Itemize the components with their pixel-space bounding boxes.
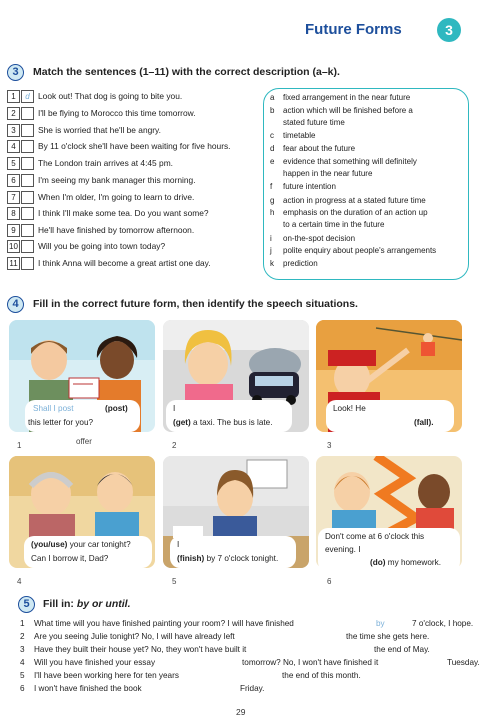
sentence-text: I'll be flying to Morocco this time tomorrow. bbox=[38, 108, 196, 118]
page-number: 29 bbox=[236, 707, 246, 717]
picture-3-line1: Look! He bbox=[333, 404, 366, 413]
row-answer[interactable]: by bbox=[376, 619, 385, 628]
description-letter: b bbox=[270, 106, 275, 115]
description-text: action which will be finished before a bbox=[283, 106, 413, 115]
sentence-number: 4 bbox=[7, 140, 20, 153]
row-number: 3 bbox=[20, 645, 25, 654]
sentence-text: By 11 o'clock she'll have been waiting for five hours. bbox=[38, 141, 231, 151]
picture-5-line2: by 7 o'clock tonight. bbox=[206, 554, 279, 563]
row-text-b: 7 o'clock, I hope. bbox=[412, 619, 474, 628]
fill-in-row bbox=[20, 644, 490, 655]
picture-5-line1: I bbox=[177, 540, 180, 549]
match-sentence-row bbox=[7, 191, 267, 206]
picture-5-label: 5 bbox=[172, 577, 177, 586]
row-text-b: the end of this month. bbox=[282, 671, 361, 680]
sentence-number: 7 bbox=[7, 191, 20, 204]
exercise-4-number: 4 bbox=[7, 296, 24, 313]
description-text: on-the-spot decision bbox=[283, 234, 356, 243]
exercise-5-instruction-words: by or until. bbox=[76, 598, 131, 610]
sentence-number: 6 bbox=[7, 174, 20, 187]
sentence-text: When I'm older, I'm going to learn to drive. bbox=[38, 192, 195, 202]
fill-in-row bbox=[20, 618, 490, 629]
picture-2-line1: I bbox=[173, 404, 176, 413]
answer-box[interactable] bbox=[21, 107, 34, 120]
picture-1-line2: this letter for you? bbox=[28, 418, 94, 427]
picture-6-line3: my homework. bbox=[387, 558, 441, 567]
description-text: emphasis on the duration of an action up bbox=[283, 208, 428, 217]
answer-box[interactable]: d bbox=[21, 90, 34, 103]
answer-box[interactable] bbox=[21, 207, 34, 220]
exercise-5-instruction-prefix: Fill in: bbox=[43, 598, 77, 610]
row-text-a: What time will you have finished painting your room? I will have finished bbox=[34, 619, 294, 628]
answer-box[interactable] bbox=[21, 224, 34, 237]
sentence-text: I'm seeing my bank manager this morning. bbox=[38, 175, 196, 185]
exercise-4-instruction: Fill in the correct future form, then identify the speech situations. bbox=[33, 298, 358, 310]
match-sentence-row bbox=[7, 140, 267, 155]
description-text: fear about the future bbox=[283, 144, 356, 153]
picture-4-line2: Can I borrow it, Dad? bbox=[31, 554, 109, 563]
match-sentence-row bbox=[7, 224, 267, 239]
match-sentence-row bbox=[7, 174, 267, 189]
picture-2-label: 2 bbox=[172, 441, 177, 450]
match-sentence-row bbox=[7, 90, 267, 105]
picture-3-verb: (fall). bbox=[414, 418, 434, 427]
row-text-c: Tuesday. bbox=[447, 658, 480, 667]
fill-in-row bbox=[20, 670, 490, 681]
row-text-a: Will you have finished your essay bbox=[34, 658, 156, 667]
fill-in-row bbox=[20, 631, 490, 642]
speech-bubble-2 bbox=[166, 400, 292, 432]
description-letter: c bbox=[270, 131, 274, 140]
sentence-number: 2 bbox=[7, 107, 20, 120]
description-text: happen in the near future bbox=[283, 169, 373, 178]
row-text-a: Have they built their house yet? No, they won't have built it bbox=[34, 645, 247, 654]
speech-bubble-5 bbox=[170, 536, 296, 568]
answer-box[interactable] bbox=[21, 157, 34, 170]
sentence-text: I think I'll make some tea. Do you want some? bbox=[38, 208, 209, 218]
sentence-number: 8 bbox=[7, 207, 20, 220]
row-text-b: Friday. bbox=[240, 684, 265, 693]
description-text: polite enquiry about people's arrangements bbox=[283, 246, 437, 255]
description-text: future intention bbox=[283, 182, 336, 191]
description-letter: k bbox=[270, 259, 274, 268]
row-text-a: Are you seeing Julie tonight? No, I will have already left bbox=[34, 632, 235, 641]
picture-2-verb: (get) bbox=[173, 418, 191, 427]
description-text: action in progress at a stated future time bbox=[283, 196, 426, 205]
description-letter: i bbox=[270, 234, 272, 243]
speech-bubble-6 bbox=[318, 528, 460, 572]
row-text-b: the end of May. bbox=[374, 645, 430, 654]
description-text: fixed arrangement in the near future bbox=[283, 93, 411, 102]
speech-bubble-4 bbox=[24, 536, 152, 568]
picture-6-label: 6 bbox=[327, 577, 332, 586]
description-letter: e bbox=[270, 157, 275, 166]
answer-box[interactable] bbox=[21, 140, 34, 153]
sentence-number: 10 bbox=[7, 240, 20, 253]
description-letter: a bbox=[270, 93, 275, 102]
exercise-5-number: 5 bbox=[18, 596, 35, 613]
unit-badge: 3 bbox=[437, 18, 461, 42]
exercise-5-instruction bbox=[43, 598, 131, 610]
match-sentence-row bbox=[7, 257, 267, 272]
speech-bubble-1 bbox=[25, 400, 140, 432]
picture-1-answer: Shall I post bbox=[33, 404, 74, 413]
sentence-text: The London train arrives at 4:45 pm. bbox=[38, 158, 174, 168]
sentence-text: Look out! That dog is going to bite you. bbox=[38, 91, 183, 101]
answer-box[interactable] bbox=[21, 191, 34, 204]
match-sentence-row bbox=[7, 107, 267, 122]
sentence-number: 3 bbox=[7, 124, 20, 137]
picture-4-verb: (you/use) bbox=[31, 540, 68, 549]
answer-box[interactable] bbox=[21, 124, 34, 137]
picture-5-verb: (finish) bbox=[177, 554, 205, 563]
row-number: 1 bbox=[20, 619, 25, 628]
sentence-number: 5 bbox=[7, 157, 20, 170]
match-sentence-row bbox=[7, 240, 267, 255]
description-text: evidence that something will definitely bbox=[283, 157, 417, 166]
sentence-text: Will you be going into town today? bbox=[38, 241, 166, 251]
answer-box[interactable] bbox=[21, 240, 34, 253]
sentence-text: I think Anna will become a great artist one day. bbox=[38, 258, 211, 268]
description-letter: d bbox=[270, 144, 275, 153]
answer-box[interactable] bbox=[21, 257, 34, 270]
match-sentence-row bbox=[7, 157, 267, 172]
description-text: prediction bbox=[283, 259, 318, 268]
match-sentence-row bbox=[7, 207, 267, 222]
row-number: 2 bbox=[20, 632, 25, 641]
sentence-number: 9 bbox=[7, 224, 20, 237]
match-sentence-row bbox=[7, 124, 267, 139]
description-letter: j bbox=[270, 246, 272, 255]
picture-3-label: 3 bbox=[327, 441, 332, 450]
picture-4-line1: your car tonight? bbox=[69, 540, 131, 549]
picture-6-line1: Don't come at 6 o'clock this bbox=[325, 532, 425, 541]
row-text-b: the time she gets here. bbox=[346, 632, 430, 641]
picture-1-label: 1 bbox=[17, 441, 22, 450]
row-number: 6 bbox=[20, 684, 25, 693]
fill-in-row bbox=[20, 657, 490, 668]
description-letter: h bbox=[270, 208, 275, 217]
fill-in-row bbox=[20, 683, 490, 694]
picture-4-label: 4 bbox=[17, 577, 22, 586]
description-letter: f bbox=[270, 182, 273, 191]
row-text-b: tomorrow? No, I won't have finished it bbox=[242, 658, 379, 667]
description-text: stated future time bbox=[283, 118, 345, 127]
picture-6-line2: evening. I bbox=[325, 545, 361, 554]
picture-6-verb: (do) bbox=[370, 558, 386, 567]
answer-box[interactable] bbox=[21, 174, 34, 187]
description-letter: g bbox=[270, 196, 275, 205]
row-number: 4 bbox=[20, 658, 25, 667]
description-text: timetable bbox=[283, 131, 316, 140]
page-title: Future Forms bbox=[305, 21, 402, 38]
row-text-a: I'll have been working here for ten years bbox=[34, 671, 179, 680]
sentence-text: He'll have finished by tomorrow afternoon. bbox=[38, 225, 195, 235]
row-number: 5 bbox=[20, 671, 25, 680]
picture-2-line2: a taxi. The bus is late. bbox=[193, 418, 273, 427]
speech-bubble-3 bbox=[326, 400, 454, 432]
sentence-text: She is worried that he'll be angry. bbox=[38, 125, 161, 135]
description-text: to a certain time in the future bbox=[283, 220, 385, 229]
picture-1-verb: (post) bbox=[105, 404, 128, 413]
exercise-3-number: 3 bbox=[7, 64, 24, 81]
picture-1-situation: offer bbox=[76, 437, 92, 446]
sentence-number: 11 bbox=[7, 257, 20, 270]
exercise-3-instruction: Match the sentences (1–11) with the correct description (a–k). bbox=[33, 66, 340, 78]
row-text-a: I won't have finished the book bbox=[34, 684, 142, 693]
sentence-number: 1 bbox=[7, 90, 20, 103]
